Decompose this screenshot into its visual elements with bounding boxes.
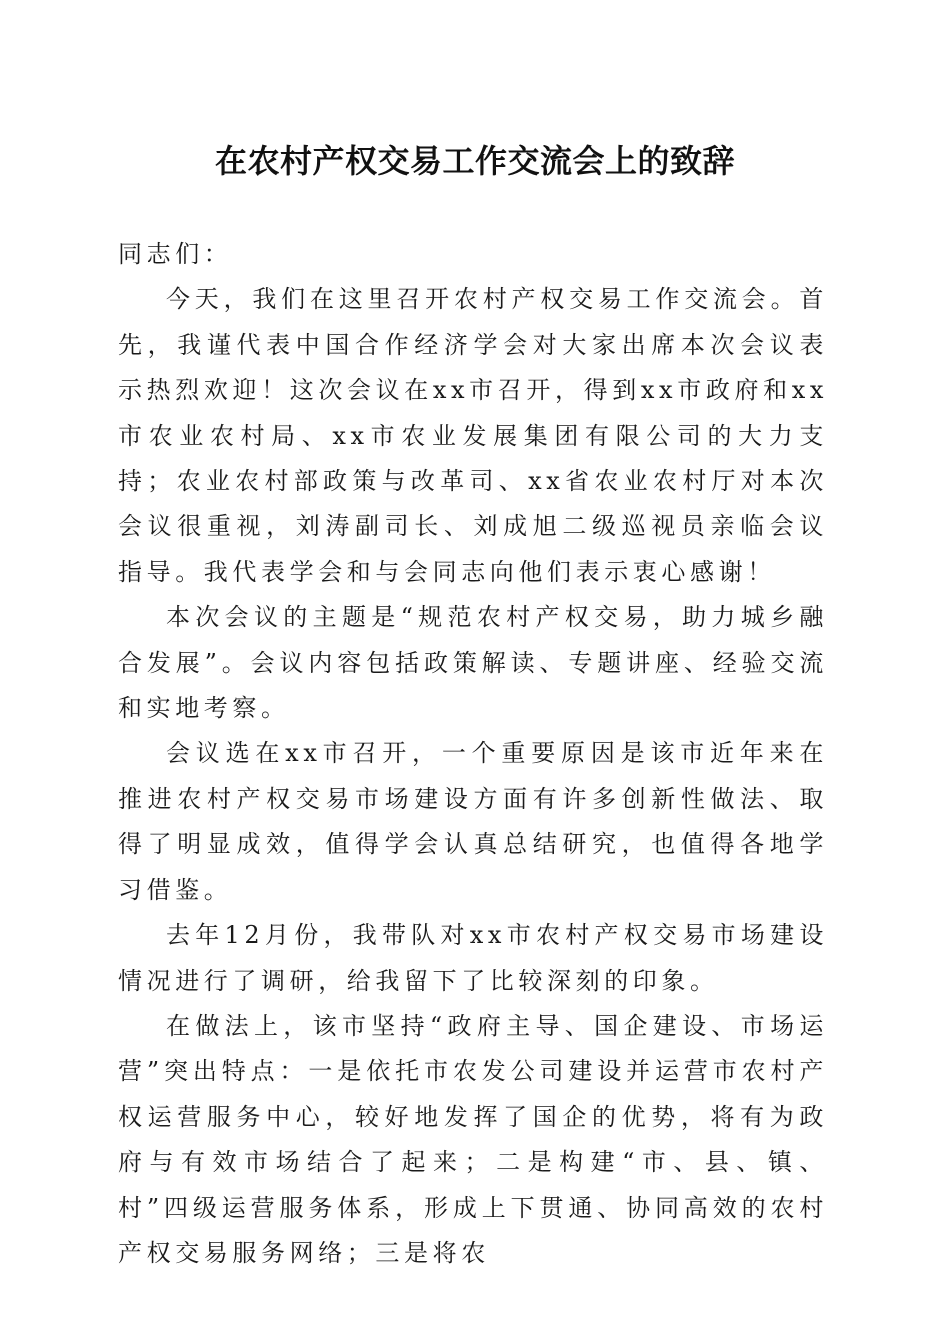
salutation: 同志们：	[118, 240, 233, 268]
paragraph-survey: 去年12月份，我带队对xx市农村产权交易市场建设情况进行了调研，给我留下了比较深刻的印象。	[118, 921, 828, 995]
paragraph-theme: 本次会议的主题是“规范农村产权交易，助力城乡融合发展”。会议内容包括政策解读、专题讲座、经验交流和实地考察。	[118, 603, 828, 723]
document-title: 在农村产权交易工作交流会上的致辞	[214, 142, 735, 180]
document-body	[118, 232, 828, 1276]
paragraph-practices: 在做法上，该市坚持“政府主导、国企建设、市场运营”突出特点：一是依托市农发公司建设并运营市农村产权运营服务中心，较好地发挥了国企的优势，将有为政府与有效市场结合了起来；二是构建“市、县、镇、村”四级运营服务体系，形成上下贯通、协同高效的农村产权交易服务网络；三是将农	[118, 1011, 828, 1267]
paragraph-welcome: 今天，我们在这里召开农村产权交易工作交流会。首先，我谨代表中国合作经济学会对大家出席本次会议表示热烈欢迎！这次会议在xx市召开，得到xx市政府和xx市农业农村局、xx市农业发展集团有限公司的大力支持；农业农村部政策与改革司、xx省农业农村厅对本次会议很重视，刘涛副司长、刘成旭二级巡视员亲临会议指导。我代表学会和与会同志向他们表示衷心感谢！	[118, 285, 828, 586]
paragraph-venue-reason: 会议选在xx市召开，一个重要原因是该市近年来在推进农村产权交易市场建设方面有许多创新性做法、取得了明显成效，值得学会认真总结研究，也值得各地学习借鉴。	[118, 739, 828, 904]
